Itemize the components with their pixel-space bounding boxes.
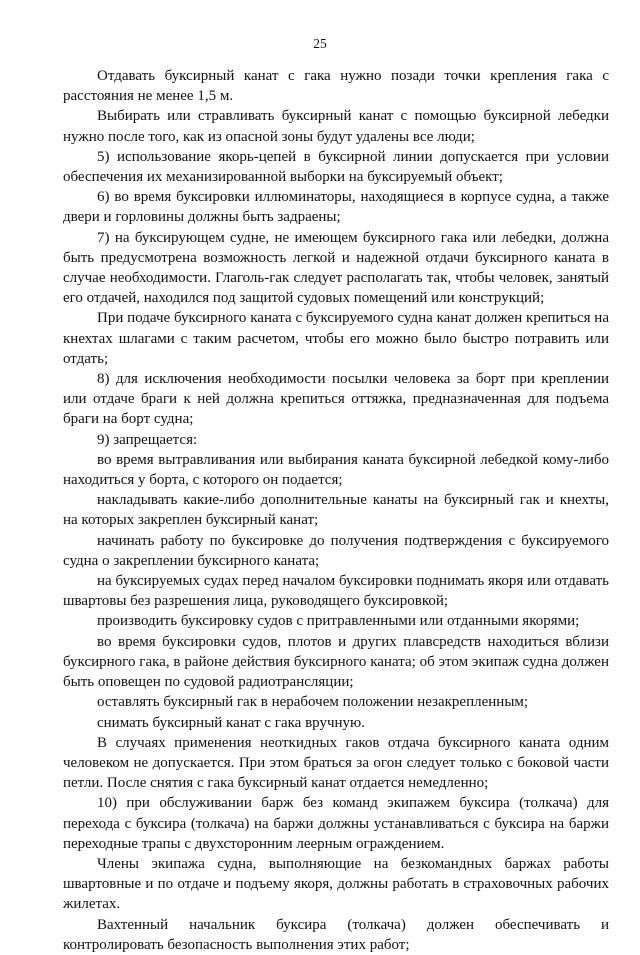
paragraph: 8) для исключения необходимости посылки человека за борт при креплении или отдаче браги к ней должна крепиться оттяжка, предназначенная для подъема браги на борт судна; [63, 371, 609, 428]
page-number: 25 [313, 36, 327, 51]
paragraph: Отдавать буксирный канат с гака нужно позади точки крепления гака с расстояния не менее 1,5 м. [63, 68, 609, 105]
paragraph: во время вытравливания или выбирания каната буксирной лебедкой кому-либо находиться у борта, с которого он подается; [63, 451, 609, 489]
paragraph: снимать буксирный канат с гака вручную. [97, 714, 365, 731]
document-body [63, 66, 609, 955]
paragraph: оставлять буксирный гак в нерабочем положении незакрепленным; [97, 694, 529, 711]
paragraph: 10) при обслуживании барж без команд экипажем буксира (толкача) для перехода с буксира (толкача) на баржи должны устанавливаться с буксира на баржи переходные трапы с двухсторонним леерным ограждением. [63, 795, 609, 852]
paragraph: 9) запрещается: [97, 431, 198, 448]
paragraph: Выбирать или стравливать буксирный канат с помощью буксирной лебедки нужно после того, как из опасной зоны будут удалены все люди; [63, 108, 609, 145]
paragraph: на буксируемых судах перед началом буксировки поднимать якоря или отдавать швартовы без разрешения лица, руководящего буксировкой; [63, 573, 609, 610]
paragraph: При подаче буксирного каната с буксируемого судна канат должен крепиться на кнехтах шлагами с таким расчетом, чтобы его можно было быстро потравить или отдать; [63, 310, 609, 367]
paragraph: накладывать какие-либо дополнительные канаты на буксирный гак и кнехты, на которых закреплен буксирный канат; [63, 492, 609, 529]
paragraph: начинать работу по буксировке до получения подтверждения с буксируемого судна о закреплении буксирного каната; [63, 532, 609, 569]
paragraph: 7) на буксирующем судне, не имеющем буксирного гака или лебедки, должна быть предусмотрена возможность легкой и надежной отдачи буксирного каната в случае необходимости. Глаголь-гак следует располагать так, чтобы человек, занятый его отдачей, находился под защитой судовых помещений или конструкций; [63, 229, 609, 307]
paragraph: 6) во время буксировки иллюминаторы, находящиеся в корпусе судна, а также двери и горловины должны быть задраены; [63, 189, 609, 226]
paragraph: во время буксировки судов, плотов и других плавсредств находиться вблизи буксирного гака, в районе действия буксирного каната; об этом экипаж судна должен быть оповещен по судовой радиотрансляции; [63, 633, 609, 691]
paragraph: Вахтенный начальник буксира (толкача) должен обеспечивать и контролировать безопасность выполнения этих работ; [63, 916, 609, 953]
paragraph: 5) использование якорь-цепей в буксирной линии допускается при условии обеспечения их механизированной выборки на буксируемый объект; [63, 148, 609, 186]
paragraph: производить буксировку судов с притравленными или отданными якорями; [97, 613, 580, 630]
paragraph: В случаях применения неоткидных гаков отдача буксирного каната одним человеком не допускается. При этом браться за огон следует только с боковой части петли. После снятия с гака буксирный канат отдается немедленно; [63, 734, 609, 792]
paragraph: Члены экипажа судна, выполняющие на безкомандных баржах работы швартовные и по отдаче и подъему якоря, должны работать в страховочных рабочих жилетах. [63, 855, 609, 913]
